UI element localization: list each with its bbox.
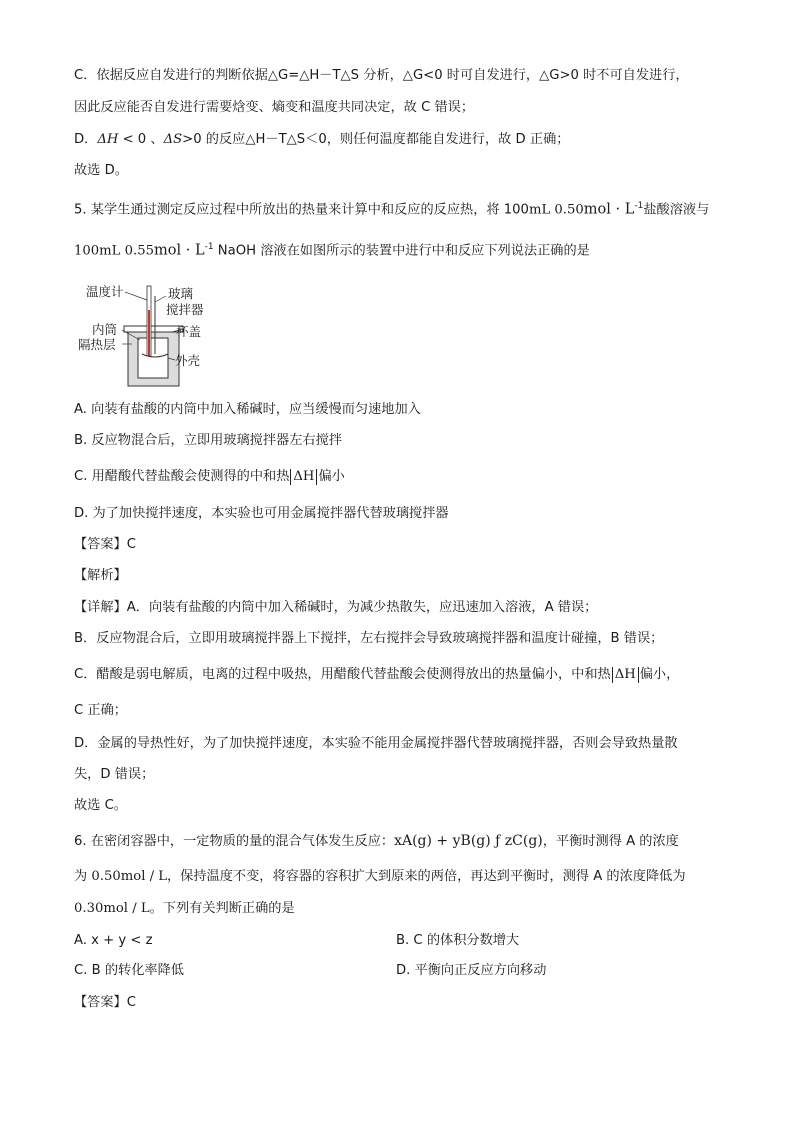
q5-stem-line1 [74, 197, 709, 219]
thermometer-liquid [148, 310, 150, 356]
q5-stem-b: mL 0.50 [528, 202, 584, 218]
q5-option-a: A. 向装有盐酸的内筒中加入稀碱时，应当缓慢而匀速地加入 [74, 402, 421, 417]
abs-delta-h: ΔH [290, 469, 317, 485]
q5-unit-2-sup: -1 [204, 242, 214, 252]
q6-answer: 【答案】C [74, 995, 136, 1010]
label-lid: 杯盖 [176, 324, 202, 339]
q5-answer: 【答案】C [74, 537, 136, 552]
q5-detail-c-line2: C 正确； [74, 703, 127, 718]
label-stirrer: 搅拌器 [166, 302, 204, 317]
q6-stem-b: ，平衡时测得 A 的浓度 [542, 834, 679, 849]
q6-conc-2: 0.30mol / L [74, 901, 150, 916]
q6-stem-line1 [74, 832, 679, 851]
q4-option-c-line2: 因此反应能否自发进行需要焓变、熵变和温度共同决定，故 C 错误； [74, 100, 475, 115]
d-mid: < 0 、 [118, 132, 164, 147]
q5-stem-f: mL 0.55 [99, 243, 154, 259]
q5-stem-a: 5. 某学生通过测定反应过程中所放出的热量来计算中和反应的反应热，将 100 [74, 202, 529, 218]
inner-cup [138, 338, 168, 378]
label-thermometer: 温度计 [86, 284, 124, 299]
q5-detail-c-pre: C．醋酸是弱电解质，电离的过程中吸热，用醋酸代替盐酸会使测得放出的热量偏小，中和热 [74, 667, 611, 682]
q6-stem-a: 6. 在密闭容器中，一定物质的量的混合气体发生反应： [74, 834, 395, 849]
q6-equation: xA(g) + yB(g) ƒ zC(g) [394, 833, 543, 849]
q5-unit-1: mol · L [583, 201, 635, 218]
q5-stem-line2 [74, 238, 590, 260]
q6-stem-3b: 。下列有关判断正确的是 [149, 901, 295, 916]
d-post: >0 的反应△H－T△S＜0，则任何温度都能自发进行，故 D 正确； [182, 132, 570, 147]
q5-detail-d-line1: D．金属的导热性好，为了加快搅拌速度，本实验不能用金属搅拌器代替玻璃搅拌器，否则会导致热量散 [74, 736, 678, 751]
q5-detail-b: B．反应物混合后，立即用玻璃搅拌器上下搅拌，左右搅拌会导致玻璃搅拌器和温度计碰撞，B 错误； [74, 631, 664, 646]
d-prefix: D． [74, 132, 98, 147]
q6-conc-1: 0.50mol / L [91, 869, 167, 884]
q5-option-c-pre: C. 用醋酸代替盐酸会使测得的中和热 [74, 469, 290, 484]
q4-option-c-line1: C．依据反应自发进行的判断依据△G=△H－T△S 分析，△G<0 时可自发进行，△G>0 时不可自发进行， [74, 68, 689, 83]
q5-unit-2: mol · L [154, 242, 205, 259]
q6-option-d: D. 平衡向正反应方向移动 [396, 963, 547, 978]
q6-option-c: C. B 的转化率降低 [74, 963, 184, 978]
abs-delta-h-2: ΔH [612, 667, 639, 683]
q5-option-c [74, 468, 345, 486]
label-inner: 内筒 [92, 322, 118, 337]
delta-h: ΔH [97, 132, 119, 147]
label-insulation: 隔热层 [78, 337, 116, 352]
q6-option-a: A. x + y < z [74, 933, 153, 948]
q6-stem-2b: ，保持温度不变，将容器的容积扩大到原来的两倍，再达到平衡时，测得 A 的浓度降低为 [167, 869, 686, 884]
q5-stem-e: 100 [74, 243, 100, 259]
q5-option-c-post: 偏小 [318, 469, 345, 484]
label-shell: 外壳 [175, 353, 201, 368]
q4-option-d-line [74, 131, 569, 149]
q5-option-b: B. 反应物混合后，立即用玻璃搅拌器左右搅拌 [74, 433, 342, 448]
leader-thermometer [125, 292, 147, 300]
q6-option-b: B. C 的体积分数增大 [396, 933, 520, 948]
q5-stem-h: NaOH 溶液在如图所示的装置中进行中和反应下列说法正确的是 [213, 243, 590, 259]
q5-detail-a: 【详解】A．向装有盐酸的内筒中加入稀碱时，为减少热散失，应迅速加入溶液，A 错误； [74, 600, 598, 615]
q5-option-d: D. 为了加快搅拌速度，本实验也可用金属搅拌器代替玻璃搅拌器 [74, 506, 449, 521]
q5-detail-c [74, 666, 679, 684]
q5-unit-1-sup: -1 [634, 201, 644, 211]
q6-stem-line3 [74, 900, 295, 918]
q5-analysis-header: 【解析】 [74, 568, 127, 583]
label-glass: 玻璃 [168, 286, 194, 301]
q5-detail-c-post: 偏小， [639, 667, 680, 682]
q5-detail-d-line2: 失，D 错误； [74, 767, 155, 782]
q6-stem-2a: 为 [74, 869, 92, 884]
q6-stem-line2 [74, 868, 686, 886]
q5-choose: 故选 C。 [74, 798, 127, 813]
leader-stirrer [155, 296, 166, 302]
q5-stem-d: 盐酸溶液与 [643, 202, 710, 218]
delta-s: ΔS [163, 132, 183, 147]
q4-choose: 故选 D。 [74, 163, 128, 178]
